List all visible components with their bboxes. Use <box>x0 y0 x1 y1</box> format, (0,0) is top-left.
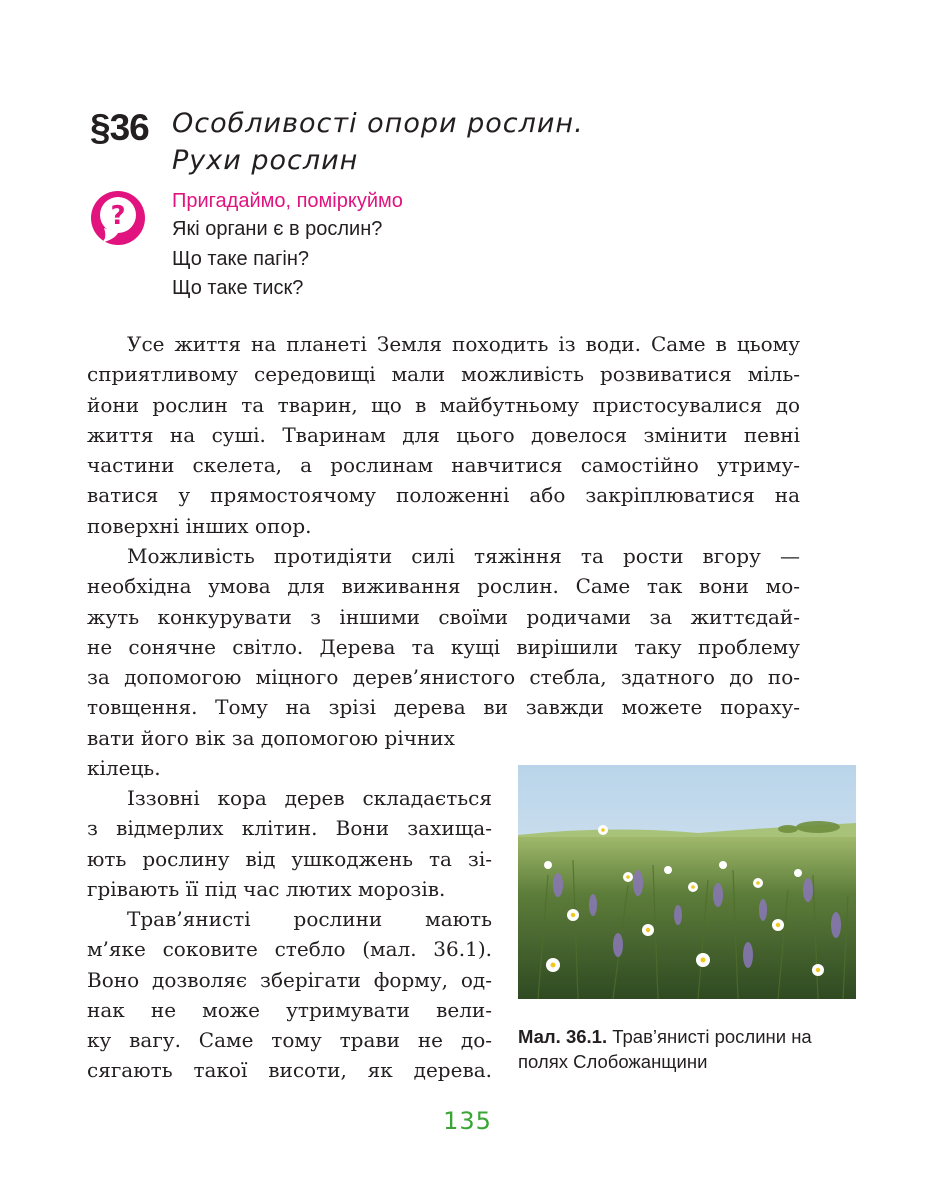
paragraph-3 <box>87 783 492 904</box>
recall-block <box>172 187 403 304</box>
text-line: товщення. Тому на зрізі дерева ви завжди можете пораху- <box>87 695 800 720</box>
recall-question-1: Які органи є в рослин? <box>172 218 383 240</box>
text-line: йони рослин та тварин, що в майбутньому пристосувалися до <box>87 392 800 417</box>
meadow-photo <box>518 765 856 999</box>
section-number: §36 <box>90 107 149 148</box>
question-bubble-icon <box>90 190 146 246</box>
text-line: життя на суші. Тваринам для цього довелося змінити певні <box>87 422 800 447</box>
recall-question-3: Що таке тиск? <box>172 277 304 299</box>
recall-title: Пригадаймо, поміркуймо <box>172 190 403 212</box>
text-line: кілець. <box>87 756 161 781</box>
text-line: ку вагу. Саме тому трави не до- <box>87 1028 492 1053</box>
paragraph-2 <box>87 541 800 783</box>
recall-question-2: Що таке пагін? <box>172 247 310 270</box>
figure-caption-line-1: Трав’янисті рослини на <box>607 1026 812 1047</box>
text-line: Усе життя на планеті Земля походить із води. Саме в цьому <box>127 332 800 356</box>
figure-caption <box>518 1024 858 1074</box>
text-line: ватися у прямостоячому положенні або закріплюватися на <box>87 483 800 508</box>
page-number: 135 <box>443 1107 492 1135</box>
figure-caption-line-2: полях Слобожанщини <box>518 1051 708 1072</box>
text-line: нак не може утримувати вели- <box>87 997 492 1022</box>
text-line: вати його вік за допомогою річних <box>87 725 455 750</box>
text-line: не сонячне світло. Дерева та кущі вирішили таку проблему <box>87 634 800 659</box>
text-line: Можливість протидіяти силі тяжіння та рости вгору — <box>127 544 800 568</box>
text-line: жуть конкурувати з іншими своїми родичами за життєдай- <box>87 604 800 629</box>
text-line: м’яке соковите стебло (мал. 36.1). <box>87 937 492 962</box>
text-line: частини скелета, а рослинам навчитися самостійно утриму- <box>87 453 800 478</box>
paragraph-4 <box>87 904 492 1086</box>
section-title <box>172 105 584 179</box>
text-line: з відмерлих клітин. Вони захища- <box>87 816 492 841</box>
text-line: ють рослину від ушкоджень та зі- <box>87 846 492 871</box>
text-line: необхідна умова для виживання рослин. Саме так вони мо- <box>87 574 800 599</box>
text-line: поверхні інших опор. <box>87 513 312 538</box>
section-title-line-2: Рухи рослин <box>172 145 359 176</box>
text-line: Трав’янисті рослини мають <box>127 907 492 931</box>
figure-label: Мал. 36.1. <box>518 1026 608 1047</box>
text-line: Іззовні кора дерев складається <box>127 786 492 810</box>
paragraph-1 <box>87 329 800 541</box>
svg-text:?: ? <box>110 201 126 231</box>
text-line: грівають її під час лютих морозів. <box>87 876 446 901</box>
text-line: сприятливому середовищі мали можливість розвиватися міль- <box>87 362 800 387</box>
text-line: за допомогою міцного дерев’янистого стебла, здатного до по- <box>87 665 800 690</box>
section-title-line-1: Особливості опори рослин. <box>172 108 584 139</box>
text-line: Воно дозволяє зберігати форму, од- <box>87 967 492 992</box>
text-line: сягають такої висоти, як дерева. <box>87 1058 492 1083</box>
